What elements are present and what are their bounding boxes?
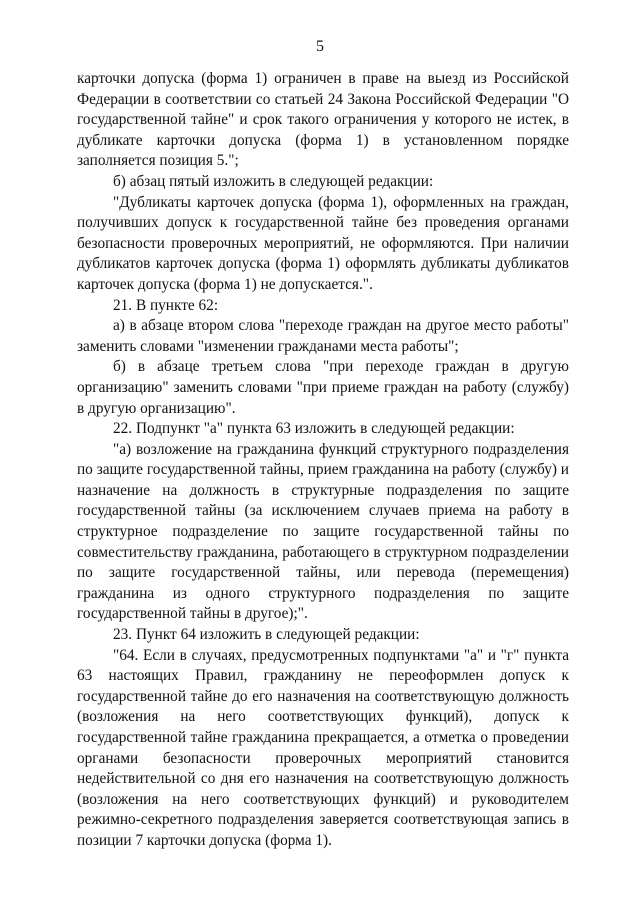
paragraph-subitem-b-header: б) абзац пятый изложить в следующей редакции:	[113, 172, 434, 190]
paragraph-item-22-quote: "а) возложение на гражданина функций структурного подразделения по защите государственной тайны, прием гражданина на работу (службу) и назначение на должность в структурные подразделения по защите государственной тайны (за исключением случаев приема на работу в структурное подразделение по защите государственной тайны по совместительству гражданина, работающего в структурном подразделении по защите государственной тайны, или перевода (перемещения) гражданина из одного структурного подразделения по защите государственной тайны в другое);".	[77, 440, 569, 623]
paragraph-item-23: 23. Пункт 64 изложить в следующей редакции:	[113, 626, 420, 644]
paragraph-item-21-a: а) в абзаце втором слова "переходе граждан на другое место работы" заменить словами "изменении гражданами места работы";	[77, 317, 569, 355]
paragraph-item-64-quote: "64. Если в случаях, предусмотренных подпунктами "а" и "г" пункта 63 настоящих Правил, гражданину не переоформлен допуск к государственной тайне до его назначения на соответствующую должность (возложения на него соответствующих функций), допуск к государственной тайне гражданина прекращается, а отметка о проведении органами безопасности проверочных мероприятий становится недействительной со дня его назначения на соответствующую должность (возложения на него соответствующих функций) и руководителем режимно-секретного подразделения заверяется соответствующая запись в позиции 7 карточки допуска (форма 1).	[77, 646, 569, 849]
paragraph-item-21: 21. В пункте 62:	[113, 296, 219, 314]
paragraph-continuation: карточки допуска (форма 1) ограничен в праве на выезд из Российской Федерации в соответствии со статьей 24 Закона Российской Федерации "О государственной тайне" и срок такого ограничения у которого не истек, в дубликате карточки допуска (форма 1) в установленном порядке заполняется позиция 5.";	[77, 70, 569, 170]
document-body	[77, 69, 569, 852]
paragraph-item-22: 22. Подпункт "а" пункта 63 изложить в следующей редакции:	[113, 420, 515, 438]
page-number: 5	[316, 38, 324, 55]
paragraph-item-21-b: б) в абзаце третьем слова "при переходе граждан в другую организацию" заменить словами "при приеме граждан на работу (службу) в другую организацию".	[77, 358, 569, 417]
paragraph-duplicates-quote: "Дубликаты карточек допуска (форма 1), оформленных на граждан, получивших допуск к государственной тайне без проведения органами безопасности проверочных мероприятий, не оформляются. При наличии дубликатов карточек допуска (форма 1) оформлять дубликаты дубликатов карточек допуска (форма 1) не допускается.".	[77, 193, 569, 293]
